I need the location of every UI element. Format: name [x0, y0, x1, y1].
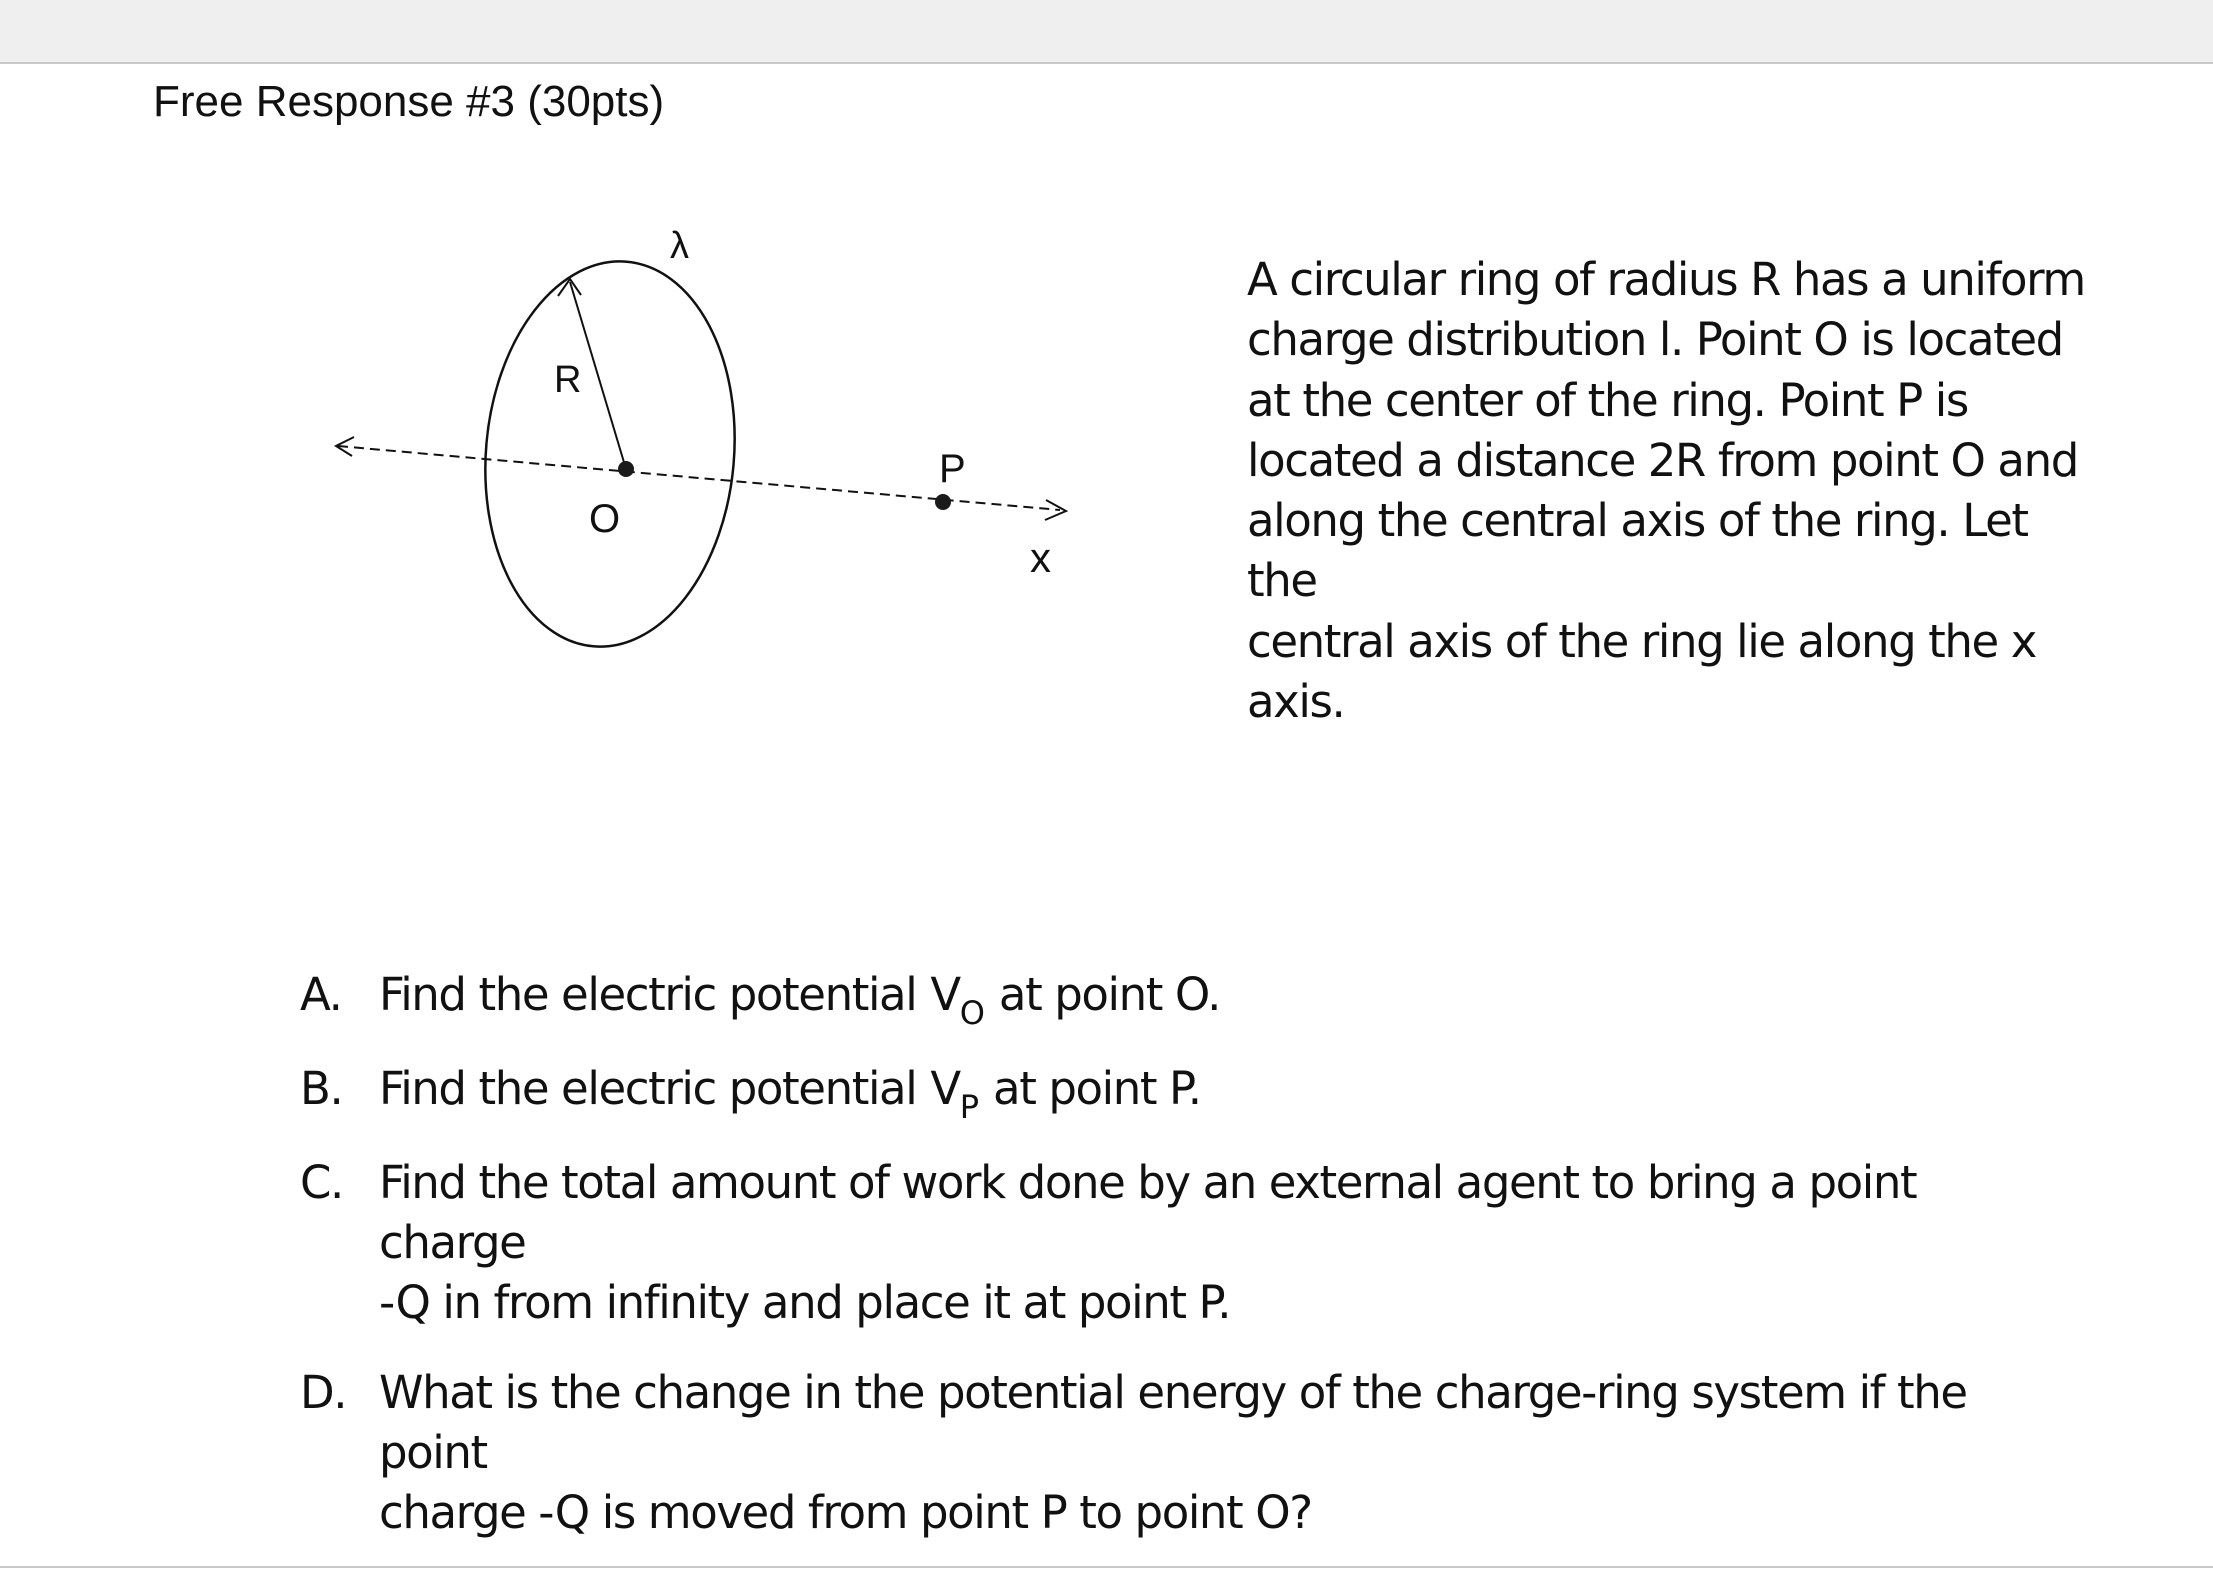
question-letter: B.	[300, 1062, 343, 1115]
question-text: at point P.	[993, 1062, 1201, 1115]
question-d	[300, 1363, 2050, 1543]
question-list	[300, 965, 2050, 1573]
question-text: charge -Q is moved from point P to point O?	[379, 1486, 1312, 1539]
page-title: Free Response #3 (30pts)	[153, 77, 665, 126]
variable-v: V	[930, 1062, 960, 1115]
question-letter: A.	[300, 968, 342, 1021]
description-line: charge distribution l. Point O is located	[1247, 313, 2063, 367]
lambda-label: λ	[670, 225, 689, 267]
question-a	[300, 965, 2050, 1032]
question-c	[300, 1153, 2050, 1333]
question-text: Find the electric potential	[379, 968, 917, 1021]
question-text: What is the change in the potential energy of the charge-ring system if the point	[379, 1366, 1967, 1479]
top-bar	[0, 0, 2213, 64]
axis-x-label: x	[1030, 534, 1051, 581]
question-letter: D.	[300, 1366, 347, 1419]
question-text: at point O.	[998, 968, 1221, 1021]
point-p-label: P	[939, 447, 966, 491]
question-b	[300, 1059, 2050, 1126]
description-line: axis.	[1247, 675, 1345, 729]
description-line: located a distance 2R from point O and	[1247, 433, 2078, 487]
radius-label: R	[554, 359, 582, 401]
charged-ring	[470, 251, 751, 657]
description-line: at the center of the ring. Point P is	[1247, 373, 1968, 427]
question-letter: C.	[300, 1156, 343, 1209]
ring-diagram	[300, 200, 1100, 680]
point-p-dot	[935, 494, 951, 510]
bottom-divider	[0, 1566, 2213, 1568]
center-point-dot	[618, 461, 634, 477]
description-line: along the central axis of the ring. Let the	[1247, 494, 2028, 608]
question-text: Find the total amount of work done by an external agent to bring a point charge	[379, 1156, 1917, 1269]
question-text: Find the electric potential	[379, 1062, 917, 1115]
variable-v: V	[930, 968, 960, 1021]
description-line: A circular ring of radius R has a uniform	[1247, 253, 2085, 306]
problem-description	[1247, 250, 2107, 732]
variable-subscript: P	[959, 1088, 980, 1126]
question-text: -Q in from infinity and place it at point P.	[379, 1276, 1231, 1329]
center-label: O	[589, 497, 621, 541]
variable-subscript: O	[959, 994, 985, 1032]
description-line: central axis of the ring lie along the x	[1247, 614, 2036, 668]
